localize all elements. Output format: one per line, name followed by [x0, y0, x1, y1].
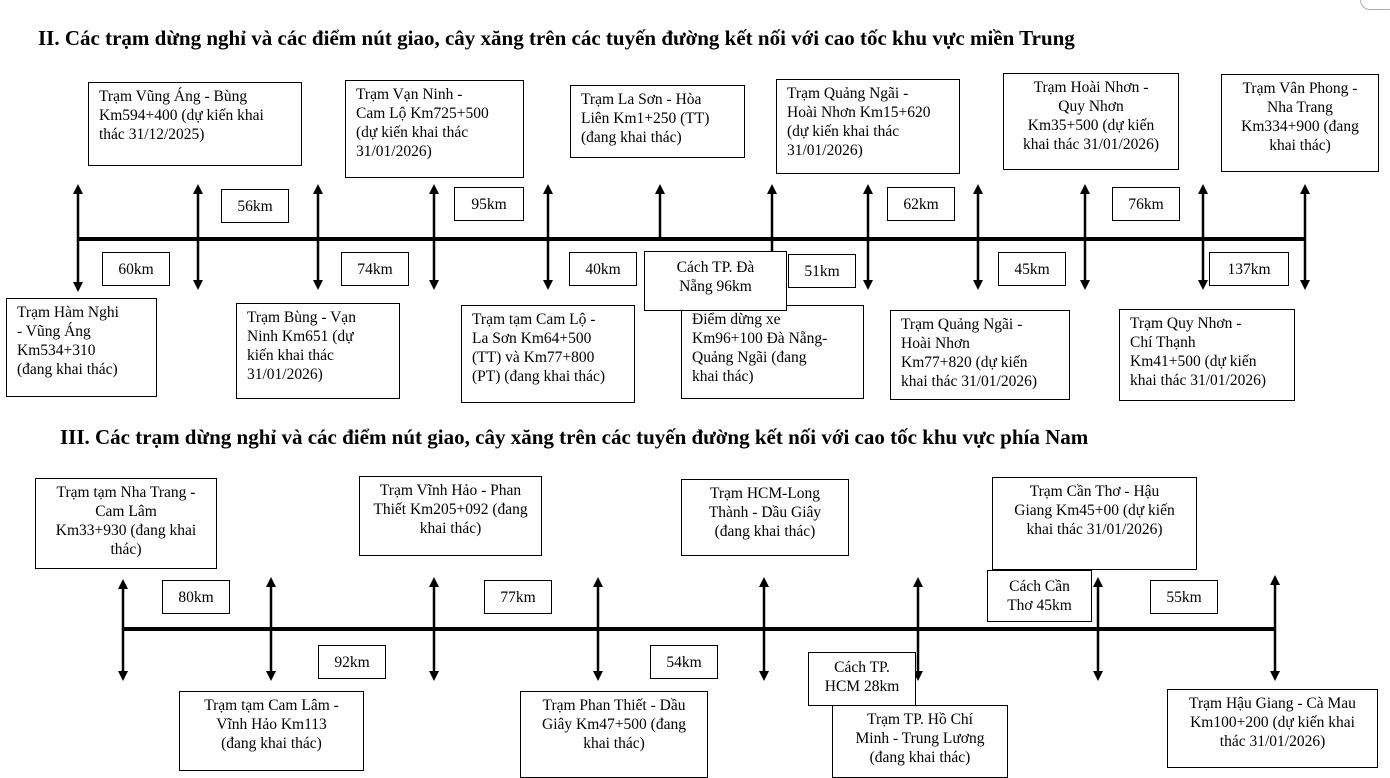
station-box: Trạm La Sơn - Hòa Liên Km1+250 (TT) (đang khai thác)	[570, 85, 745, 158]
station-box: Trạm TP. Hồ Chí Minh - Trung Lương (đang khai thác)	[832, 705, 1008, 778]
distance-label: 62km	[887, 187, 955, 221]
station-box: Trạm Hoài Nhơn - Quy Nhơn Km35+500 (dự kiến khai thác 31/01/2026)	[1003, 73, 1179, 170]
distance-label: 54km	[650, 645, 718, 679]
distance-label: 77km	[484, 580, 552, 614]
central-heading: II. Các trạm dừng nghỉ và các điểm nút giao, cây xăng trên các tuyến đường kết nối với cao tốc khu vực miền Trung	[38, 26, 1075, 50]
distance-label: 95km	[454, 187, 524, 221]
distance-note: Cách TP. Đà Nẵng 96km	[644, 251, 787, 311]
station-box: Trạm Bùng - Vạn Ninh Km651 (dự kiến khai thác 31/01/2026)	[236, 303, 400, 399]
distance-label: 56km	[221, 189, 289, 223]
distance-label: 137km	[1209, 252, 1289, 286]
distance-label: 92km	[318, 645, 386, 679]
station-box: Trạm Hàm Nghi - Vũng Áng Km534+310 (đang khai thác)	[6, 298, 157, 397]
distance-note: Cách TP. HCM 28km	[808, 652, 916, 706]
station-box: Trạm Hậu Giang - Cà Mau Km100+200 (dự kiến khai thác 31/01/2026)	[1167, 689, 1378, 768]
distance-label: 45km	[998, 252, 1066, 286]
distance-note: Cách Cần Thơ 45km	[987, 570, 1092, 622]
station-box: Trạm Phan Thiết - Dầu Giây Km47+500 (đang khai thác)	[520, 691, 708, 778]
station-box: Trạm tạm Cam Lâm - Vĩnh Hảo Km113 (đang khai thác)	[179, 691, 364, 771]
station-box: Điểm dừng xe Km96+100 Đà Nẵng- Quảng Ngãi (đang khai thác)	[681, 305, 864, 399]
station-box: Trạm Vân Phong - Nha Trang Km334+900 (đang khai thác)	[1221, 74, 1379, 172]
station-box: Trạm Vũng Áng - Bùng Km594+400 (dự kiến khai thác 31/12/2025)	[88, 82, 302, 166]
distance-label: 40km	[569, 252, 637, 286]
station-box: Trạm tạm Nha Trang - Cam Lâm Km33+930 (đang khai thác)	[35, 478, 217, 569]
station-box: Trạm Quảng Ngãi - Hoài Nhơn Km77+820 (dự kiến khai thác 31/01/2026)	[890, 310, 1070, 400]
station-box: Trạm Vạn Ninh - Cam Lộ Km725+500 (dự kiến khai thác 31/01/2026)	[345, 80, 524, 178]
station-box: Trạm Quy Nhơn - Chí Thạnh Km41+500 (dự kiến khai thác 31/01/2026)	[1119, 309, 1295, 401]
station-box: Trạm Quảng Ngãi - Hoài Nhơn Km15+620 (dự kiến khai thác 31/01/2026)	[776, 79, 960, 174]
distance-label: 74km	[341, 252, 409, 286]
distance-label: 60km	[102, 252, 170, 286]
distance-label: 51km	[788, 254, 856, 288]
station-box: Trạm tạm Cam Lộ - La Sơn Km64+500 (TT) và Km77+800 (PT) (đang khai thác)	[461, 305, 635, 403]
station-box: Trạm HCM-Long Thành - Dầu Giây (đang khai thác)	[681, 479, 849, 556]
distance-label: 80km	[162, 580, 230, 614]
distance-label: 55km	[1150, 580, 1218, 614]
station-box: Trạm Vĩnh Hảo - Phan Thiết Km205+092 (đang khai thác)	[359, 476, 542, 556]
station-box: Trạm Cần Thơ - Hậu Giang Km45+00 (dự kiến khai thác 31/01/2026)	[992, 477, 1197, 570]
distance-label: 76km	[1112, 187, 1180, 221]
south-heading: III. Các trạm dừng nghỉ và các điểm nút giao, cây xăng trên các tuyến đường kết nối với cao tốc khu vực phía Nam	[60, 425, 1089, 449]
